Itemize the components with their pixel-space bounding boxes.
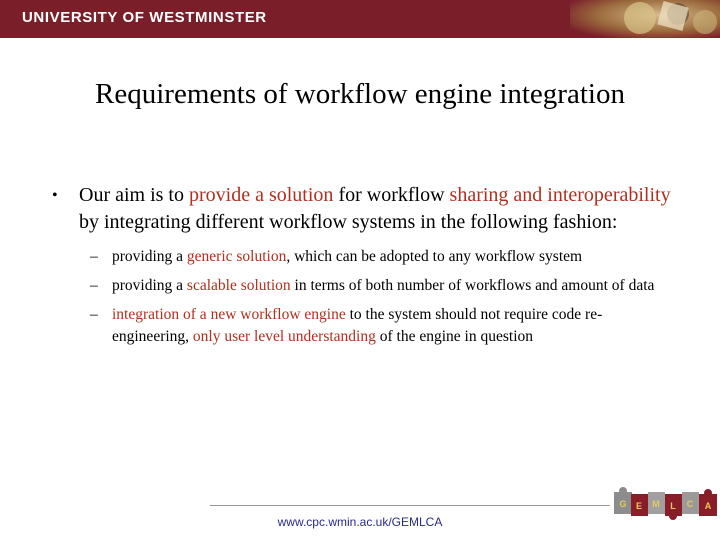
- header-photo-icon: [560, 0, 720, 38]
- slide-body: [52, 182, 672, 348]
- sub-bullet: [90, 275, 672, 297]
- puzzle-pieces-logo-icon: [612, 482, 720, 528]
- footer-url: www.cpc.wmin.ac.uk/GEMLCA: [277, 515, 443, 529]
- logo-letter: E: [635, 501, 643, 511]
- dash-marker: –: [90, 277, 98, 294]
- sub-bullet-text: , which can be adopted to any workflow system: [286, 248, 583, 265]
- sub-bullet-highlight: only user level understanding: [192, 328, 376, 345]
- slide-title: Requirements of workflow engine integration: [95, 78, 625, 110]
- sub-bullet-highlight: integration of a new workflow engine: [112, 306, 346, 323]
- main-bullet: [52, 182, 672, 236]
- sub-bullet: [90, 304, 672, 348]
- header-bar: [0, 0, 720, 38]
- sub-bullet-text: to the system should not require code re-engineering,: [112, 306, 603, 345]
- sub-bullet-text: of the engine in question: [375, 328, 533, 345]
- logo-letter: L: [670, 501, 676, 511]
- bullet-highlight: provide a solution: [189, 184, 334, 206]
- bullet-text: Our aim is to: [79, 184, 189, 206]
- bullet-marker: •: [52, 187, 58, 204]
- sub-bullet: [90, 246, 672, 268]
- footer-divider: [210, 505, 610, 506]
- university-name: UNIVERSITY OF WESTMINSTER: [22, 9, 267, 26]
- bullet-highlight: sharing and interoperability: [449, 184, 671, 206]
- bullet-text: by integrating different workflow systems in the following fashion:: [79, 211, 618, 233]
- sub-bullet-highlight: scalable solution: [186, 277, 291, 294]
- logo-letter: M: [652, 499, 660, 509]
- logo-letter: A: [704, 501, 712, 511]
- sub-bullet-highlight: generic solution: [186, 248, 287, 265]
- dash-marker: –: [90, 248, 98, 265]
- sub-bullet-text: in terms of both number of workflows and amount of data: [290, 277, 655, 294]
- logo-letter: C: [686, 499, 694, 509]
- logo-letter: G: [619, 499, 627, 509]
- sub-bullet-text: providing a: [112, 248, 187, 265]
- bullet-text: for workflow: [333, 184, 450, 206]
- sub-bullet-text: providing a: [112, 277, 187, 294]
- dash-marker: –: [90, 306, 98, 323]
